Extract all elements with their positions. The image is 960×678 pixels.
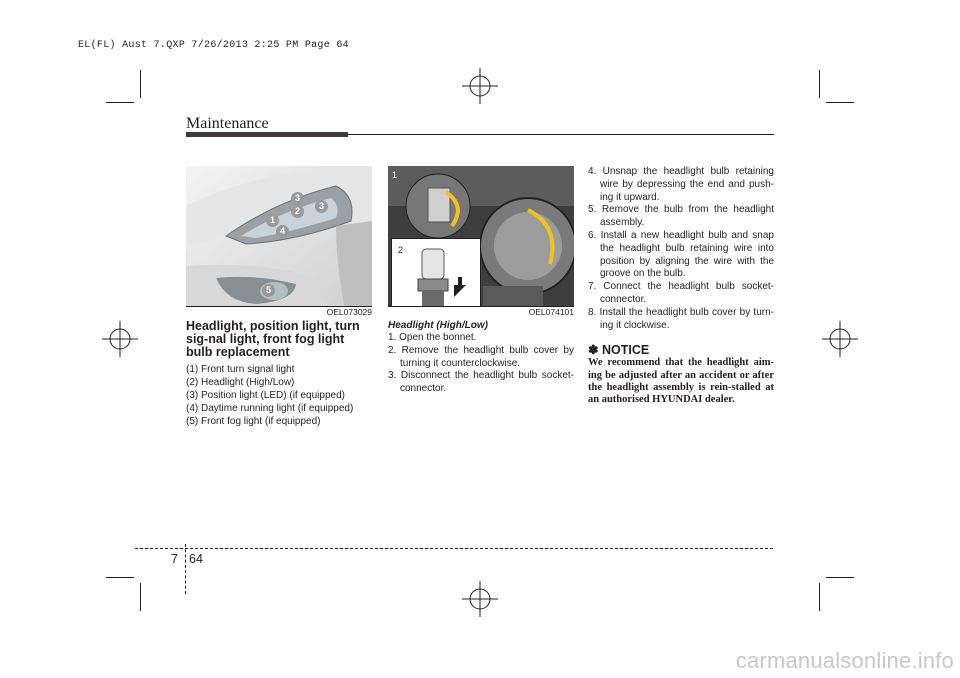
- callout-badge: 3: [315, 200, 328, 213]
- print-slug: EL(FL) Aust 7.QXP 7/26/2013 2:25 PM Page 64: [78, 40, 349, 51]
- page-number: 64: [189, 552, 203, 566]
- step-item: 7. Connect the headlight bulb socket-connector.: [588, 281, 774, 305]
- bulb-inset: [391, 238, 481, 315]
- step-list: [588, 166, 774, 332]
- component-item: (5) Front fog light (if equipped): [186, 416, 321, 427]
- notice-icon: ✽: [588, 343, 599, 358]
- component-item: (2) Headlight (High/Low): [186, 377, 295, 388]
- callout-number: 1: [392, 170, 398, 180]
- column-2: [388, 319, 574, 396]
- watermark: carmanualsonline.info: [735, 648, 954, 673]
- registration-target-icon: [102, 321, 138, 357]
- column-1: [186, 320, 372, 428]
- car-front-illustration: [186, 166, 372, 315]
- notice-body: We recommend that the headlight aim-ing be adjusted after an accident or after the headlight assembly is rein-stalled at an authorised HYUNDAI dealer.: [588, 357, 774, 405]
- callout-badge: 1: [266, 214, 279, 227]
- step-item: 6. Install a new headlight bulb and snap the headlight bulb retaining wire into position by aligning the wire with the groove on the bulb.: [588, 229, 774, 280]
- callout-badge: 2: [291, 205, 304, 218]
- step-item: 1. Open the bonnet.: [388, 332, 477, 343]
- figure-headlight-locations: [186, 166, 372, 315]
- callout-number: 2: [398, 245, 404, 255]
- component-item: (3) Position light (LED) (if equipped): [186, 390, 345, 401]
- notice-title: NOTICE: [601, 343, 650, 358]
- column-3: [588, 166, 774, 406]
- registration-target-icon: [462, 68, 498, 104]
- registration-target-icon: [462, 581, 498, 617]
- header-accent-bar: [186, 132, 348, 137]
- figure-code: OEL073029: [186, 306, 372, 318]
- bulb-icon: [392, 239, 480, 315]
- figure-code: OEL074101: [388, 306, 574, 318]
- figure-bulb-removal: [388, 166, 574, 315]
- step-item: 5. Remove the bulb from the headlight assembly.: [588, 204, 774, 229]
- callout-badge: 5: [262, 284, 275, 297]
- footer-divider: [185, 544, 187, 594]
- component-item: (1) Front turn signal light: [186, 364, 295, 375]
- step-item: 2. Remove the headlight bulb cover by turning it counterclockwise.: [388, 344, 574, 369]
- registration-target-icon: [822, 321, 858, 357]
- component-item: (4) Daytime running light (if equipped): [186, 403, 354, 414]
- footer-rule: [135, 548, 773, 549]
- callout-badge: 3: [291, 192, 304, 205]
- step-list: [388, 332, 574, 396]
- notice-heading: [588, 342, 774, 357]
- page-title: Maintenance: [186, 115, 269, 132]
- section-heading: Headlight, position light, turn sig-nal light, front fog light bulb replacement: [186, 319, 360, 359]
- step-item: 4. Unsnap the headlight bulb retaining wire by depressing the end and push-ing it upward.: [588, 166, 774, 203]
- chapter-number: 7: [171, 552, 178, 566]
- subheading: Headlight (High/Low): [388, 320, 488, 331]
- callout-badge: 4: [276, 225, 289, 238]
- step-item: 8. Install the headlight bulb cover by turn-ing it clockwise.: [588, 306, 774, 331]
- step-item: 3. Disconnect the headlight bulb socket-connector.: [388, 370, 574, 395]
- header-rule: [348, 134, 774, 135]
